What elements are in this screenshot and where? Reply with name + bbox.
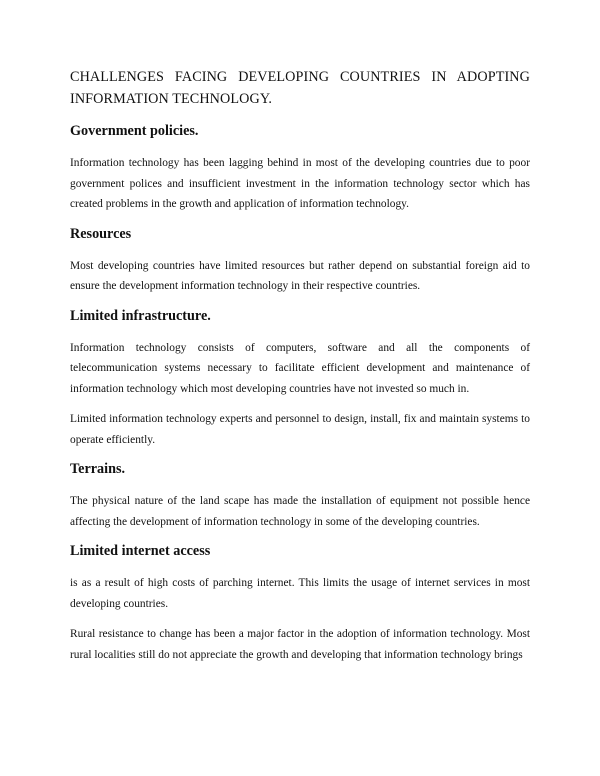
paragraph-terrains: The physical nature of the land scape has made the installation of equipment not possible hence affecting the development of information technology in some of the developing countries. <box>70 495 530 528</box>
paragraph-internet-access-2: Rural resistance to change has been a major factor in the adoption of information technology. Most rural localities still do not appreciate the growth and developing that information technology brings <box>70 628 530 661</box>
paragraph-infrastructure-1: Information technology consists of computers, software and all the components of telecommunication systems necessary to facilitate efficient development and maintenance of information technology which most developing countries have not invested so much in. <box>70 341 530 395</box>
paragraph-infrastructure-2: Limited information technology experts and personnel to design, install, fix and maintain systems to operate efficiently. <box>70 413 530 446</box>
section-heading-limited-internet-access: Limited internet access <box>70 543 211 559</box>
paragraph-internet-access-1: is as a result of high costs of parching internet. This limits the usage of internet services in most developing countries. <box>70 577 530 610</box>
section-heading-terrains: Terrains. <box>70 461 126 477</box>
paragraph-government-policies: Information technology has been lagging behind in most of the developing countries due to poor government polices and insufficient investment in the information technology sector which has created problems in the growth and application of information technology. <box>70 157 530 210</box>
section-heading-resources: Resources <box>70 225 132 242</box>
document-page <box>70 66 530 665</box>
section-heading-limited-infrastructure: Limited infrastructure. <box>70 307 211 324</box>
paragraph-resources: Most developing countries have limited resources but rather depend on substantial foreign aid to ensure the development information technology in their respective countries. <box>70 259 530 292</box>
section-heading-government-policies: Government policies. <box>70 123 199 139</box>
document-title: CHALLENGES FACING DEVELOPING COUNTRIES IN ADOPTING INFORMATION TECHNOLOGY. <box>70 69 530 107</box>
